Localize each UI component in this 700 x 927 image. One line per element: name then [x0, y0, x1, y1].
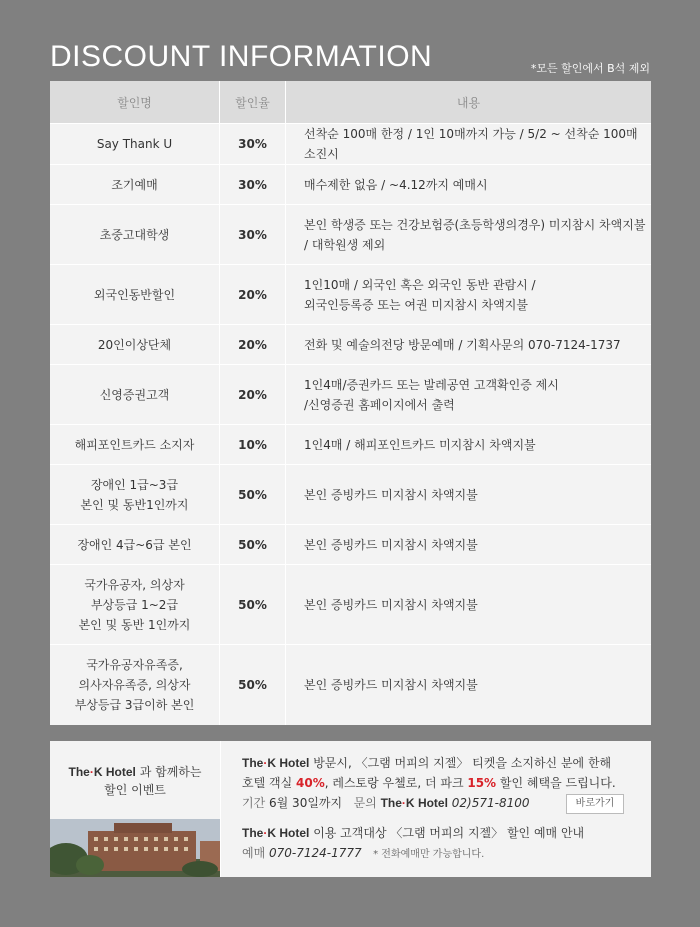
table-row: [50, 325, 651, 365]
discount-name: [50, 525, 220, 565]
discount-rate: 20%: [220, 365, 286, 425]
description-line: 본인 증빙카드 미지참시 차액지불: [304, 677, 478, 692]
discount-description: [286, 265, 652, 325]
go-button[interactable]: 바로가기: [566, 794, 624, 814]
discount-description: [286, 525, 652, 565]
header-rate: 할인율: [220, 81, 286, 124]
discount-name-line: 장애인 4급~6급 본인: [77, 537, 192, 552]
discount-name-line: 부상등급 1~2급: [90, 597, 179, 612]
discount-name-line: 외국인동반할인: [93, 287, 176, 302]
description-line: 선착순 100매 한정 / 1인 10매까지 가능 / 5/2 ~ 선착순 100매 소진시: [304, 127, 638, 161]
discount-name: [50, 465, 220, 525]
discount-name-line: 국가유공자, 의상자: [84, 577, 185, 592]
hotel-logo: The·K Hotel: [380, 796, 448, 810]
discount-name: [50, 325, 220, 365]
discount-description: [286, 465, 652, 525]
discount-name: [50, 265, 220, 325]
discount-name: [50, 565, 220, 645]
table-row: [50, 425, 651, 465]
discount-name-line: 20인이상단체: [97, 337, 172, 352]
discount-name: [50, 205, 220, 265]
hotel-promo-banner: [50, 741, 651, 877]
hotel-logo: The·K Hotel: [242, 826, 310, 840]
page-title: DISCOUNT INFORMATION: [50, 40, 433, 73]
description-line: 본인 증빙카드 미지참시 차액지불: [304, 597, 478, 612]
discount-name-line: 본인 및 동반1인까지: [80, 497, 189, 512]
discount-name-line: Say Thank U: [96, 137, 173, 151]
discount-rate: 30%: [220, 165, 286, 205]
table-row: [50, 645, 651, 725]
description-line: 외국인등록증 또는 여권 미지참시 차액지불: [304, 297, 528, 312]
table-row: [50, 365, 651, 425]
discount-name: [50, 124, 220, 165]
table-row: [50, 565, 651, 645]
table-row: [50, 465, 651, 525]
discount-name-line: 부상등급 3급이하 본인: [74, 697, 195, 712]
description-line: 본인 증빙카드 미지참시 차액지불: [304, 537, 478, 552]
discount-rate: 20%: [220, 325, 286, 365]
discount-name: [50, 165, 220, 205]
table-row: [50, 525, 651, 565]
description-line: 1인4매 / 해피포인트카드 미지참시 차액지불: [304, 437, 536, 452]
discount-description: [286, 565, 652, 645]
hotel-logo: The·K Hotel: [68, 765, 136, 779]
promo-line-4: The·K Hotel 이용 고객대상 〈그램 머피의 지젤〉 할인 예매 안내: [242, 826, 585, 840]
discount-rate: 10%: [220, 425, 286, 465]
discount-name: [50, 425, 220, 465]
discount-description: [286, 124, 652, 165]
discount-rate: 50%: [220, 565, 286, 645]
discount-rate: 50%: [220, 645, 286, 725]
discount-table: [50, 81, 651, 725]
discount-name: [50, 365, 220, 425]
promo-line-2: 호텔 객실 40%, 레스토랑 우첼로, 더 파크 15% 할인 혜택을 드립니다.: [242, 776, 616, 790]
discount-rate: 20%: [220, 265, 286, 325]
header-desc: 내용: [286, 81, 652, 124]
table-header-row: [50, 81, 651, 124]
promo-heading: [50, 763, 220, 799]
discount-name-line: 장애인 1급~3급: [90, 477, 179, 492]
discount-description: [286, 365, 652, 425]
discount-description: [286, 165, 652, 205]
hotel-logo: The·K Hotel: [242, 756, 310, 770]
discount-name: [50, 645, 220, 725]
discount-name-line: 본인 및 동반 1인까지: [78, 617, 191, 632]
discount-rate: 50%: [220, 465, 286, 525]
table-row: [50, 265, 651, 325]
promo-heading-suffix: 과 함께하는: [139, 765, 202, 779]
promo-line-1: The·K Hotel 방문시, 〈그램 머피의 지젤〉 티켓을 소지하신 분에 한해: [242, 756, 612, 770]
description-line: /신영증권 홈페이지에서 출력: [304, 397, 455, 412]
promo-left-panel: [50, 741, 221, 877]
promo-heading-line2: 할인 이벤트: [104, 783, 166, 797]
discount-description: [286, 645, 652, 725]
discount-description: [286, 325, 652, 365]
discount-rate: 50%: [220, 525, 286, 565]
description-line: 전화 및 예술의전당 방문예매 / 기획사문의 070-7124-1737: [304, 337, 621, 352]
discount-rate: 30%: [220, 124, 286, 165]
promo-line-5: 예매 070-7124-1777 * 전화예매만 가능합니다.: [242, 846, 485, 860]
description-line: 본인 학생증 또는 건강보험증(초등학생의경우) 미지참시 차액지불: [304, 217, 646, 232]
table-row: [50, 205, 651, 265]
description-line: / 대학원생 제외: [304, 237, 386, 252]
discount-description: [286, 425, 652, 465]
description-line: 1인10매 / 외국인 혹은 외국인 동반 관람시 /: [304, 277, 536, 292]
discount-note: *모든 할인에서 B석 제외: [530, 62, 650, 75]
table-row: [50, 124, 651, 165]
discount-description: [286, 205, 652, 265]
header-name: 할인명: [50, 81, 220, 124]
discount-name-line: 의사자유족증, 의상자: [78, 677, 191, 692]
discount-name-line: 조기예매: [111, 177, 158, 192]
discount-rate: 30%: [220, 205, 286, 265]
table-row: [50, 165, 651, 205]
discount-name-line: 초중고대학생: [99, 227, 170, 242]
description-line: 1인4매/증권카드 또는 발레공연 고객확인증 제시: [304, 377, 559, 392]
discount-name-line: 국가유공자유족증,: [86, 657, 183, 672]
promo-line-3: 기간 6월 30일까지 문의 The·K Hotel 02)571-8100: [242, 796, 530, 810]
discount-name-line: 해피포인트카드 소지자: [74, 437, 195, 452]
discount-name-line: 신영증권고객: [99, 387, 170, 402]
description-line: 본인 증빙카드 미지참시 차액지불: [304, 487, 478, 502]
hotel-building-image: [50, 819, 220, 877]
description-line: 매수제한 없음 / ~4.12까지 예매시: [304, 177, 488, 192]
